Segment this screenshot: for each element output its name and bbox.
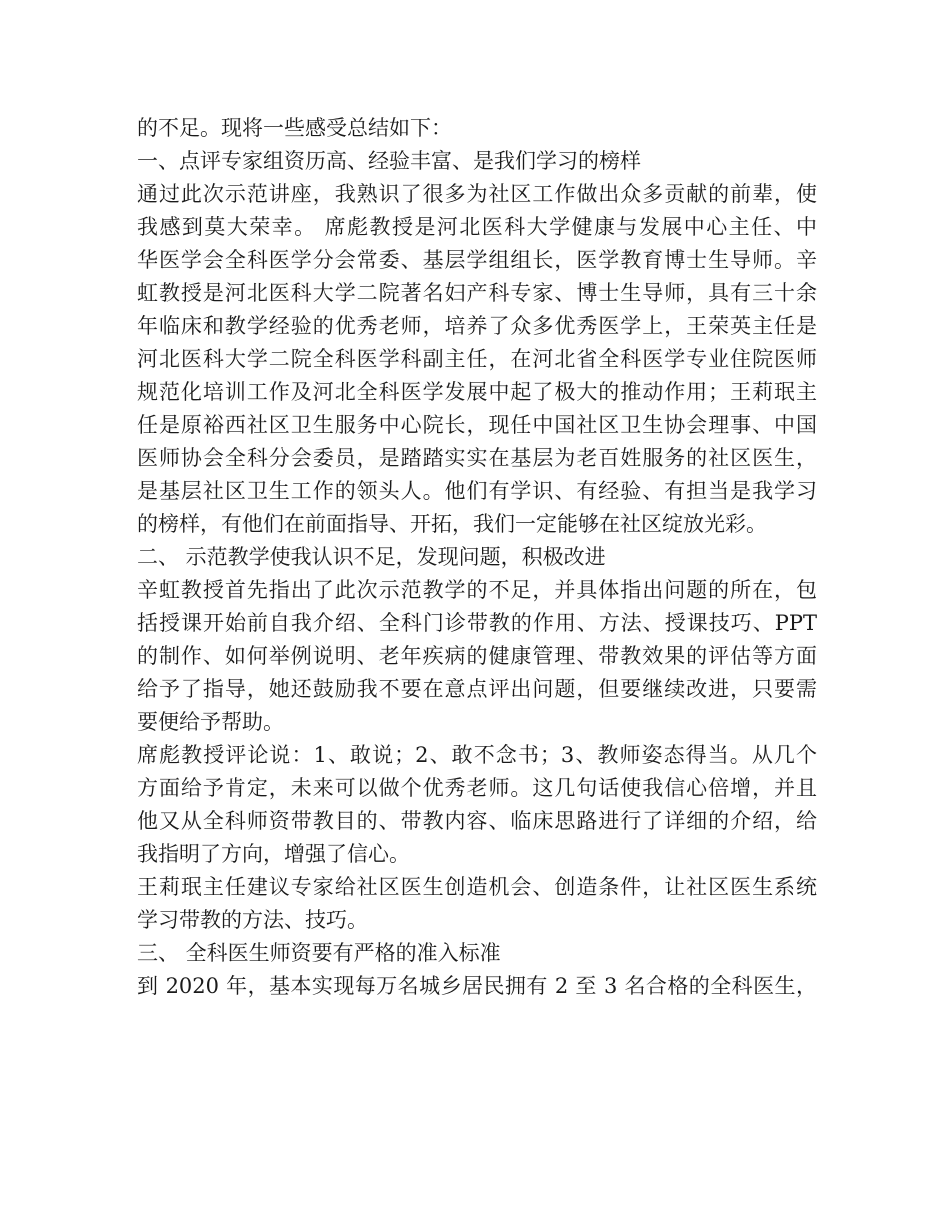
- text-line: 的不足。现将一些感受总结如下：: [137, 116, 452, 140]
- text-line: 规范化培训工作及河北全科医学发展中起了极大的推动作用；王莉珉主: [137, 380, 817, 404]
- text-line: 我感到莫大荣幸。 席彪教授是河北医科大学健康与发展中心主任、中: [137, 215, 817, 239]
- text-line: 的制作、如何举例说明、老年疾病的健康管理、带教效果的评估等方面: [137, 644, 817, 668]
- text-line: 一、点评专家组资历高、经验丰富、是我们学习的榜样: [137, 149, 641, 173]
- text-line: 任是原裕西社区卫生服务中心院长，现任中国社区卫生协会理事、中国: [137, 413, 817, 437]
- text-line: 括授课开始前自我介绍、全科门诊带教的作用、方法、授课技巧、PPT: [137, 611, 817, 635]
- text-line: 席彪教授评论说：1、敢说；2、敢不念书；3、教师姿态得当。从几个: [137, 743, 817, 767]
- text-line: 给予了指导，她还鼓励我不要在意点评出问题，但要继续改进，只要需: [137, 677, 817, 701]
- text-line: 的榜样，有他们在前面指导、开拓，我们一定能够在社区绽放光彩。: [137, 512, 767, 536]
- text-line: 王莉珉主任建议专家给社区医生创造机会、创造条件，让社区医生系统: [137, 875, 817, 899]
- text-line: 医师协会全科分会委员，是踏踏实实在基层为老百姓服务的社区医生，: [137, 446, 817, 470]
- text-line: 要便给予帮助。: [137, 710, 284, 734]
- text-line: 方面给予肯定，未来可以做个优秀老师。这几句话使我信心倍增，并且: [137, 776, 817, 800]
- text-line: 三、 全科医生师资要有严格的准入标准: [137, 941, 501, 965]
- text-line: 二、 示范教学使我认识不足，发现问题，积极改进: [137, 545, 606, 569]
- text-line: 我指明了方向，增强了信心。: [137, 842, 410, 866]
- text-line: 河北医科大学二院全科医学科副主任，在河北省全科医学专业住院医师: [137, 347, 817, 371]
- text-line: 年临床和教学经验的优秀老师，培养了众多优秀医学上，王荣英主任是: [137, 314, 817, 338]
- text-line: 学习带教的方法、技巧。: [137, 908, 368, 932]
- text-line: 通过此次示范讲座，我熟识了很多为社区工作做出众多贡献的前辈，使: [137, 182, 817, 206]
- text-line: 华医学会全科医学分会常委、基层学组组长，医学教育博士生导师。辛: [137, 248, 817, 272]
- text-line: 他又从全科师资带教目的、带教内容、临床思路进行了详细的介绍，给: [137, 809, 817, 833]
- text-line: 是基层社区卫生工作的领头人。他们有学识、有经验、有担当是我学习: [137, 479, 817, 503]
- text-line: 辛虹教授首先指出了此次示范教学的不足，并具体指出问题的所在，包: [137, 578, 817, 602]
- document-body: [137, 112, 817, 1003]
- text-line: 到 2020 年，基本实现每万名城乡居民拥有 2 至 3 名合格的全科医生，: [137, 974, 817, 998]
- text-line: 虹教授是河北医科大学二院著名妇产科专家、博士生导师，具有三十余: [137, 281, 817, 305]
